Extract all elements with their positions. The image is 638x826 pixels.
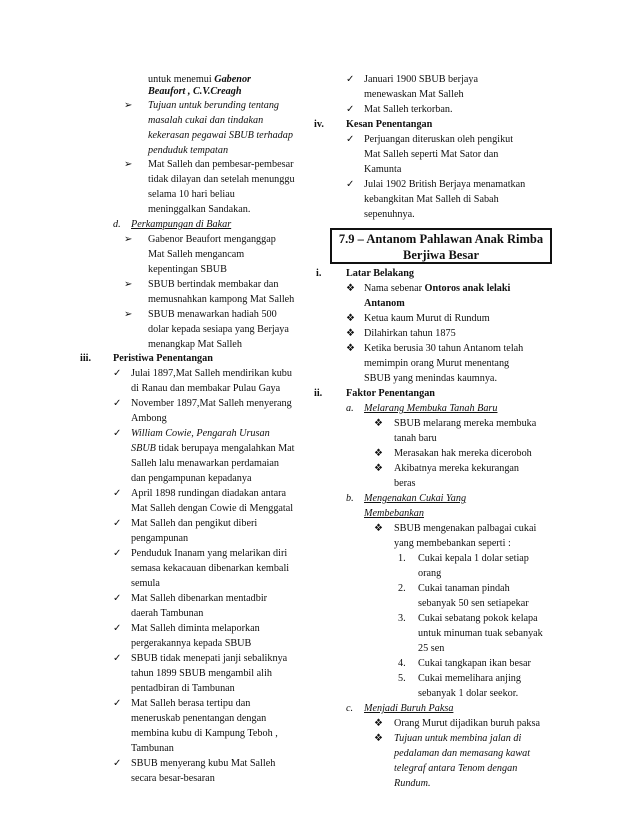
text-line: Orang Murut dijadikan buruh paksa (394, 718, 540, 729)
section-number: iv. (314, 119, 324, 130)
check-bullet-icon: ✓ (113, 428, 122, 439)
text-line: Mat Salleh berasa tertipu dan (131, 698, 251, 709)
section-number: ii. (314, 388, 323, 399)
text-line: tidak dilayan dan setelah menunggu (148, 174, 295, 185)
text-line: menewaskan Mat Salleh (364, 89, 464, 100)
text-line: Dilahirkan tahun 1875 (364, 328, 456, 339)
text-line: beras (394, 478, 416, 489)
text-line: memimpin orang Murut menentang (364, 358, 510, 369)
list-number: 3. (398, 613, 406, 624)
text-line: Beaufort , C.V.Creagh (148, 86, 242, 97)
text-line: kepentingan SBUB (148, 264, 227, 275)
text-line: Mat Salleh seperti Mat Sator dan (364, 149, 499, 160)
text-line: untuk minuman tuak sebanyak (418, 628, 543, 639)
text-line: orang (418, 568, 442, 579)
text-line: November 1897,Mat Salleh menyerang (131, 398, 292, 409)
text-line: pergerakannya kepada SBUB (131, 638, 252, 649)
text-line: Mat Salleh dengan Cowie di Menggatal (131, 503, 294, 514)
section-heading: Latar Belakang (346, 268, 415, 279)
section-heading: Peristiwa Penentangan (113, 353, 213, 364)
check-bullet-icon: ✓ (346, 179, 355, 190)
sub-heading: Mengenakan Cukai Yang (364, 493, 467, 504)
text-line: menangkap Mat Salleh (148, 339, 242, 350)
check-bullet-icon: ✓ (113, 758, 122, 769)
diamond-bullet-icon: ❖ (374, 718, 383, 729)
text-line: yang membebankan seperti : (394, 538, 511, 549)
text-line: Mat Salleh dan pembesar-pembesar (148, 159, 294, 170)
check-bullet-icon: ✓ (113, 593, 122, 604)
diamond-bullet-icon: ❖ (346, 343, 355, 354)
text-line: secara besar-besaran (131, 773, 215, 784)
text-line: Cukai memelihara anjing (418, 673, 521, 684)
text-line: Perjuangan diteruskan oleh pengikut (364, 134, 514, 145)
text-line: SBUB tidak menepati janji sebaliknya (131, 653, 288, 664)
text-line: Kamunta (364, 164, 402, 175)
section-number: i. (316, 268, 322, 279)
arrow-bullet-icon: ➢ (124, 234, 133, 245)
list-number: 4. (398, 658, 406, 669)
text-line: Ketika berusia 30 tahun Antanom telah (364, 343, 524, 354)
text-line: untuk menemui Gabenor (148, 74, 252, 85)
text-line: Mat Salleh dibenarkan mentadbir (131, 593, 268, 604)
text-line: meninggalkan Sandakan. (148, 204, 251, 215)
section-heading: Faktor Penentangan (346, 388, 435, 399)
check-bullet-icon: ✓ (346, 134, 355, 145)
arrow-bullet-icon: ➢ (124, 100, 133, 111)
text-line: Penduduk Inanam yang melarikan diri (131, 548, 288, 559)
text-line: masalah cukai dan tindakan (148, 115, 264, 126)
text-line: kebangkitan Mat Salleh di Sabah (364, 194, 499, 205)
text-line: daerah Tambunan (131, 608, 204, 619)
text-line: sepenuhnya. (364, 209, 415, 220)
sub-heading: Menjadi Buruh Paksa (364, 703, 454, 714)
text-line: memusnahkan kampong Mat Salleh (148, 294, 295, 305)
text-line: Nama sebenar Ontoros anak lelaki (364, 283, 511, 294)
text-line: di Ranau dan membakar Pulau Gaya (131, 383, 281, 394)
text-line: meneruskab penentangan dengan (131, 713, 267, 724)
sub-heading: Melarang Membuka Tanah Baru (364, 403, 498, 414)
text-line: Tujuan untuk berunding tentang (148, 100, 280, 111)
text-line: penduduk tempatan (148, 145, 229, 156)
text-line: SBUB menawarkan hadiah 500 (148, 309, 277, 320)
list-letter: b. (346, 493, 354, 504)
text-line: Ketua kaum Murut di Rundum (364, 313, 490, 324)
text-line: Cukai tangkapan ikan besar (418, 658, 531, 669)
list-number: 1. (398, 553, 406, 564)
text-line: SBUB bertindak membakar dan (148, 279, 279, 290)
check-bullet-icon: ✓ (113, 623, 122, 634)
text-line: 25 sen (418, 643, 445, 654)
text-line: William Cowie, Pengarah Urusan (131, 428, 270, 439)
check-bullet-icon: ✓ (113, 548, 122, 559)
text-line: Merasakan hak mereka diceroboh (394, 448, 532, 459)
text-line: Julai 1897,Mat Salleh mendirikan kubu (131, 368, 292, 379)
text-line: Mat Salleh terkorban. (364, 104, 453, 115)
section-title-line: Berjiwa Besar (402, 248, 480, 262)
text-line: membina kubu di Kampung Teboh , (131, 728, 278, 739)
text-line: Julai 1902 British Berjaya menamatkan (364, 179, 526, 190)
section-number: iii. (80, 353, 92, 364)
list-letter: c. (346, 703, 354, 714)
text-line: Antanom (364, 298, 405, 309)
text-line: dolar kepada sesiapa yang Berjaya (148, 324, 289, 335)
check-bullet-icon: ✓ (346, 74, 355, 85)
text-line: SBUB tidak berupaya mengalahkan Mat (131, 443, 295, 454)
diamond-bullet-icon: ❖ (374, 448, 383, 459)
section-title-box (330, 228, 552, 264)
section-heading: Kesan Penentangan (346, 119, 433, 130)
text-line: Mat Salleh mengancam (148, 249, 245, 260)
list-letter: a. (346, 403, 354, 414)
diamond-bullet-icon: ❖ (374, 523, 383, 534)
section-heading: Perkampungan di Bakar (131, 219, 232, 230)
diamond-bullet-icon: ❖ (346, 328, 355, 339)
text-line: kekerasan pegawai SBUB terhadap (148, 130, 293, 141)
list-letter: d. (113, 219, 121, 230)
diamond-bullet-icon: ❖ (374, 463, 383, 474)
text-line: semula (131, 578, 160, 589)
text-line: Mat Salleh diminta melaporkan (131, 623, 260, 634)
text-line: Rundum. (394, 778, 431, 789)
check-bullet-icon: ✓ (113, 698, 122, 709)
arrow-bullet-icon: ➢ (124, 159, 133, 170)
text-line: Salleh lalu menawarkan perdamaian (131, 458, 279, 469)
text-line: SBUB melarang mereka membuka (394, 418, 537, 429)
check-bullet-icon: ✓ (113, 368, 122, 379)
text-line: Tujuan untuk membina jalan di (394, 733, 522, 744)
check-bullet-icon: ✓ (113, 653, 122, 664)
text-line: SBUB yang menindas kaumnya. (364, 373, 497, 384)
arrow-bullet-icon: ➢ (124, 279, 133, 290)
text-line: selama 10 hari beliau (148, 189, 235, 200)
text-line: pengampunan (131, 533, 189, 544)
text-line: Tambunan (131, 743, 174, 754)
text-line: Cukai sebatang pokok kelapa (418, 613, 538, 624)
check-bullet-icon: ✓ (113, 518, 122, 529)
text-line: semasa kekacauan dibenarkan kembali (131, 563, 290, 574)
text-line: Ambong (131, 413, 167, 424)
text-line: Akibatnya mereka kekurangan (394, 463, 520, 474)
text-line: Cukai kepala 1 dolar setiap (418, 553, 529, 564)
check-bullet-icon: ✓ (346, 104, 355, 115)
diamond-bullet-icon: ❖ (374, 418, 383, 429)
check-bullet-icon: ✓ (113, 398, 122, 409)
check-bullet-icon: ✓ (113, 488, 122, 499)
text-line: Mat Salleh dan pengikut diberi (131, 518, 258, 529)
text-line: tahun 1899 SBUB mengambil alih (131, 668, 272, 679)
text-line: SBUB mengenakan palbagai cukai (394, 523, 537, 534)
text-line: sebanyak 1 dolar seekor. (418, 688, 519, 699)
diamond-bullet-icon: ❖ (346, 283, 355, 294)
text-line: Gabenor Beaufort menganggap (148, 234, 276, 245)
sub-heading: Membebankan (364, 508, 424, 519)
section-title-line: 7.9 – Antanom Pahlawan Anak Rimba (338, 232, 544, 246)
text-line: tanah baru (394, 433, 437, 444)
diamond-bullet-icon: ❖ (374, 733, 383, 744)
text-line: SBUB menyerang kubu Mat Salleh (131, 758, 276, 769)
text-line: sebanyak 50 sen setiapekar (418, 598, 529, 609)
text-line: dan pengampunan kepadanya (131, 473, 252, 484)
list-number: 2. (398, 583, 406, 594)
text-line: pentadbiran di Tambunan (131, 683, 235, 694)
arrow-bullet-icon: ➢ (124, 309, 133, 320)
text-line: Januari 1900 SBUB berjaya (364, 74, 479, 85)
text-line: telegraf antara Tenom dengan (394, 763, 518, 774)
diamond-bullet-icon: ❖ (346, 313, 355, 324)
text-line: April 1898 rundingan diadakan antara (131, 488, 287, 499)
text-line: pedalaman dan memasang kawat (394, 748, 531, 759)
text-line: Cukai tanaman pindah (418, 583, 510, 594)
list-number: 5. (398, 673, 406, 684)
